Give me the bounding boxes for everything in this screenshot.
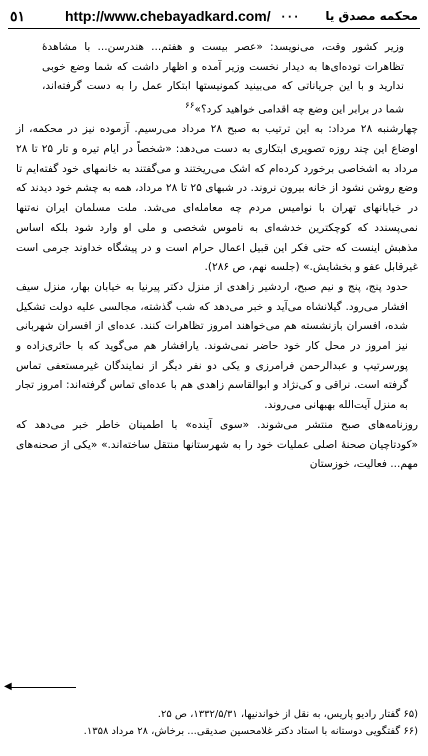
book-title: محکمه مصدق یا — [325, 9, 418, 23]
footnote-65: (۶۵ گفتار رادیو پاریس، به نقل از خواندنیها، ۱۳۳۲/۵/۳۱، ص ۲۵. — [157, 709, 418, 720]
continuation-arrow-icon: ◀ — [4, 681, 12, 692]
header-rule — [8, 28, 420, 29]
footnote-rule — [10, 687, 76, 688]
footnote-66: (۶۶ گفتگویی دوستانه با استاد دکتر غلامحسین صدیقی... برخاش، ۲۸ مرداد ۱۳۵۸. — [83, 726, 418, 737]
paragraph-newspapers: روزنامه‌های صبح منتشر می‌شوند. «سوی آینده» با اطمینان خاطر خبر می‌دهد که «کودتاچیان صحنهٔ اصلی عملیات خود را به شهرستانها منتقل ساخته‌اند.» «یکی از صحنه‌های مهم... فعالیت، خوزستان — [16, 418, 418, 471]
page-header — [10, 6, 418, 26]
footnotes — [16, 706, 418, 740]
paragraph-quote-text: وزیر کشور وقت، می‌نویسد: «عصر بیست و هفتم... هندرسن... با مشاهدهٔ تظاهرات توده‌ای‌ها به دیدار نخست وزیر آمده و اظهار داشت که شما وضع خوبی ندارید و با این جریاناتی که می‌بینید کمونیستها ابتکار عمل را به دست گرفته‌اند، شما در برابر این وضع چه اقدامی خواهید کرد؟» — [42, 41, 404, 116]
paragraph-dawn: حدود پنج، پنج و نیم صبح، اردشیر زاهدی از منزل دکتر پیرنیا به خیابان بهار، منزل سیف افشار می‌رود. گیلانشاه می‌آید و خبر می‌دهد که شب گذشته، مجالسی علیه دولت تشکیل شده، افسران بازنشسته هم می‌خواهند امروز تظاهرات کنند. عده‌ای از افسران شهربانی نیز امروز در محل کار خود حاضر نمی‌شوند. یارافشار هم می‌گوید که با حائری‌زاده و پورسرتیپ و عبدالرحمن فرامرزی و یکی دو نفر دیگر از نمایندگان غیرمستعفی تماس گرفته است. نراقی و کی‌نژاد و ابوالقاسم زاهدی هم با عده‌ای تماس گرفته‌اند: امروز تجار به منزل آیت‌الله بهبهانی می‌روند. — [16, 280, 408, 412]
paragraph-quote — [16, 38, 418, 120]
footnote-ref-66: ۶۶ — [185, 101, 195, 112]
body-text — [16, 38, 418, 475]
header-ellipsis: ٠٠٠ — [280, 9, 300, 23]
page-number: ٥١ — [10, 8, 26, 24]
paragraph-wednesday: چهارشنبه ۲۸ مرداد: به این ترتیب به صبح ۲۸ مرداد می‌رسیم. آزموده نیز در محکمه، از اوضاع این چند روزه تصویری ابتکاری به دست می‌دهد: «شخصاً در ایام تیره و تار ۲۵ تا ۲۸ مرداد به اشخاصی برخورد کرده‌ام که اشک می‌ریختند و می‌گفتند به خانمهای خود گفته‌ایم تا وضع روشن نشود از خانه بیرون نروند. در شبهای ۲۵ تا ۲۸ مرداد، همه به چشم خود دیدند که در خیابانهای تهران با نوامیس مردم چه معامله‌ای می‌شد. ملت مسلمان ایران نه‌تنها نمی‌پسندد که کوچکترین خدشه‌ای به ناموس شخصی و ملی او وارد شود بلکه اساس مذهبش اینست که حتی فکر این قبیل اعمال حرام است و در پیشگاه خداوند جرمی است غیرقابل عفو و بخشایش.» (جلسه نهم، ص ۲۸۶). — [16, 123, 419, 274]
header-url: http://www.chebayadkard.com/ — [65, 8, 271, 24]
